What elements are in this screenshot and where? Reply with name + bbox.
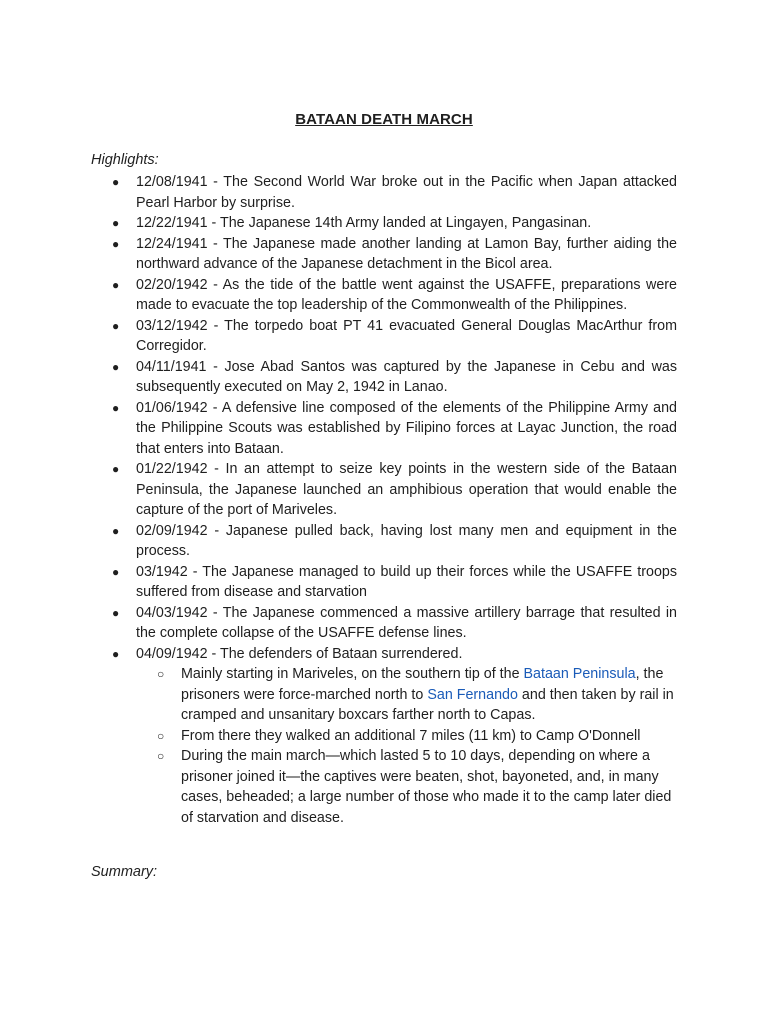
bataan-peninsula-link[interactable]: Bataan Peninsula (523, 666, 636, 682)
bullet-icon: ● (112, 175, 120, 189)
bullet-icon: ● (112, 564, 120, 579)
list-item-text: 12/22/1941 - The Japanese 14th Army landed at Lingayen, Pangasinan. (136, 215, 592, 231)
sub-item-text-part: Mainly starting in Mariveles, on the southern tip of the (181, 666, 524, 682)
summary-label: Summary: (91, 864, 158, 880)
hollow-bullet-icon: ○ (157, 749, 165, 763)
highlights-label: Highlights: (91, 152, 159, 168)
sub-item-text: From there they walked an additional 7 miles (11 km) to Camp O'Donnell (181, 727, 641, 744)
hollow-bullet-icon: ○ (157, 667, 165, 681)
list-item (91, 172, 677, 213)
list-item-text: 01/22/1942 - In an attempt to seize key points in the western side of the Bataan Peninsula, the Japanese launched an amphibious operation that would enable the capture of the port of Mariveles. (136, 461, 677, 518)
sub-item-text-part: , the prisoners were force-marched north to (181, 666, 664, 703)
sub-list-item (136, 746, 677, 828)
bullet-icon: ● (112, 462, 120, 476)
list-item-text: 04/03/1942 - The Japanese commenced a massive artillery barrage that resulted in the complete collapse of the USAFFE defense lines. (136, 604, 677, 641)
bullet-icon: ● (112, 646, 120, 661)
list-item (91, 213, 677, 234)
document-title: BATAAN DEATH MARCH (295, 111, 473, 128)
list-item (91, 234, 677, 275)
bullet-icon: ● (112, 400, 120, 415)
list-item-text: 02/09/1942 - Japanese pulled back, having lost many men and equipment in the process. (136, 522, 677, 559)
bullet-icon: ● (112, 236, 120, 251)
hollow-bullet-icon: ○ (157, 728, 165, 743)
bullet-icon: ● (112, 318, 120, 333)
list-item (91, 357, 677, 398)
list-item-text: 12/08/1941 - The Second World War broke out in the Pacific when Japan attacked Pearl Harbor by surprise. (136, 174, 677, 211)
bullet-icon: ● (112, 216, 120, 230)
sub-list-item (136, 726, 677, 747)
list-item (91, 603, 677, 644)
list-item (91, 398, 677, 460)
surrender-sublist (136, 664, 677, 828)
bullet-icon: ● (112, 359, 120, 374)
san-fernando-link[interactable]: San Fernando (427, 686, 518, 703)
list-item-text: 04/11/1941 - Jose Abad Santos was captured by the Japanese in Cebu and was subsequently executed on May 2, 1942 in Lanao. (136, 358, 677, 395)
list-item (91, 521, 677, 562)
list-item (91, 316, 677, 357)
highlights-list (91, 172, 677, 828)
list-item-text: 03/1942 - The Japanese managed to build up their forces while the USAFFE troops suffered from disease and starvation (136, 563, 677, 600)
sub-list-item (136, 664, 677, 726)
bullet-icon: ● (112, 277, 120, 292)
list-item-text: 02/20/1942 - As the tide of the battle went against the USAFFE, preparations were made to evacuate the top leadership of the Commonwealth of the Philippines. (136, 276, 677, 313)
bullet-icon: ● (112, 523, 120, 538)
list-item (91, 644, 677, 829)
list-item-text: 03/12/1942 - The torpedo boat PT 41 evacuated General Douglas MacArthur from Corregidor. (136, 317, 677, 354)
list-item-text: 01/06/1942 - A defensive line composed of the elements of the Philippine Army and the Philippine Scouts was established by Filipino forces at Layac Junction, the road that enters into Bataan. (136, 399, 677, 457)
bullet-icon: ● (112, 605, 120, 620)
sub-item-text-part: and then taken by rail in cramped and unsanitary boxcars farther north to Capas. (181, 686, 674, 723)
list-item-text: 12/24/1941 - The Japanese made another landing at Lamon Bay, further aiding the northward advance of the Japanese detachment in the Bicol area. (136, 235, 677, 272)
sub-item-text: During the main march—which lasted 5 to 10 days, depending on where a prisoner joined it—the captives were beaten, shot, bayoneted, and, in many cases, beheaded; a large number of those who made it to the camp later died of starvation and disease. (181, 748, 672, 826)
list-item-text: 04/09/1942 - The defenders of Bataan surrendered. (136, 645, 463, 662)
list-item (91, 275, 677, 316)
list-item (91, 459, 677, 521)
list-item (91, 562, 677, 603)
